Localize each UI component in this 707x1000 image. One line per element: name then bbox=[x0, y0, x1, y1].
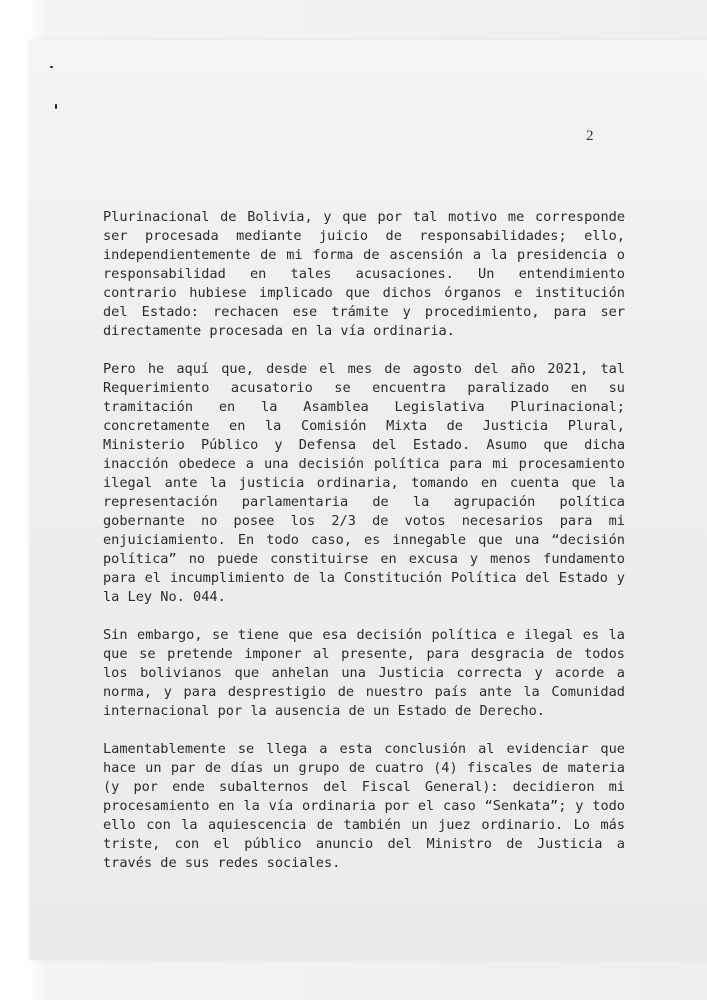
ink-speck bbox=[55, 104, 57, 109]
document-body bbox=[103, 208, 625, 892]
paragraph-3: Sin embargo, se tiene que esa decisión política e ilegal es la que se pretende imponer al presente, para desgracia de todos los bolivianos que anhelan una Justicia correcta y acorde a norma, y para desprestigio de nuestro país ante la Comunidad internacional por la ausencia de un Estado de Derecho. bbox=[103, 627, 625, 719]
paragraph-1: Plurinacional de Bolivia, y que por tal motivo me corresponde ser procesada mediante juicio de responsabilidades; ello, independientemente de mi forma de ascensión a la presidencia o responsabilidad en tales acusaciones. Un entendimiento contrario hubiese implicado que dichos órganos e institución del Estado: rechacen ese trámite y procedimiento, para ser directamente procesada en la vía ordinaria. bbox=[103, 209, 625, 339]
page-number: 2 bbox=[586, 128, 594, 144]
paragraph-4: Lamentablemente se llega a esta conclusión al evidenciar que hace un par de días un grupo de cuatro (4) fiscales de materia (y por ende subalternos del Fiscal General): decidieron mi procesamiento en la vía ordinaria por el caso “Senkata”; y todo ello con la aquiescencia de también un juez ordinario. Lo más triste, con el público anuncio del Ministro de Justicia a través de sus redes sociales. bbox=[103, 741, 625, 871]
ink-speck bbox=[50, 66, 53, 68]
paragraph-2: Pero he aquí que, desde el mes de agosto del año 2021, tal Requerimiento acusatorio se encuentra paralizado en su tramitación en la Asamblea Legislativa Plurinacional; concretamente en la Comisión Mixta de Justicia Plural, Ministerio Público y Defensa del Estado. Asumo que dicha inacción obedece a una decisión política para mi procesamiento ilegal ante la justicia ordinaria, tomando en cuenta que la representación parlamentaria de la agrupación política gobernante no posee los 2/3 de votos necesarios para mi enjuiciamiento. En todo caso, es innegable que una “decisión política” no puede constituirse en excusa y menos fundamento para el incumplimiento de la Constitución Política del Estado y la Ley No. 044. bbox=[103, 361, 625, 605]
